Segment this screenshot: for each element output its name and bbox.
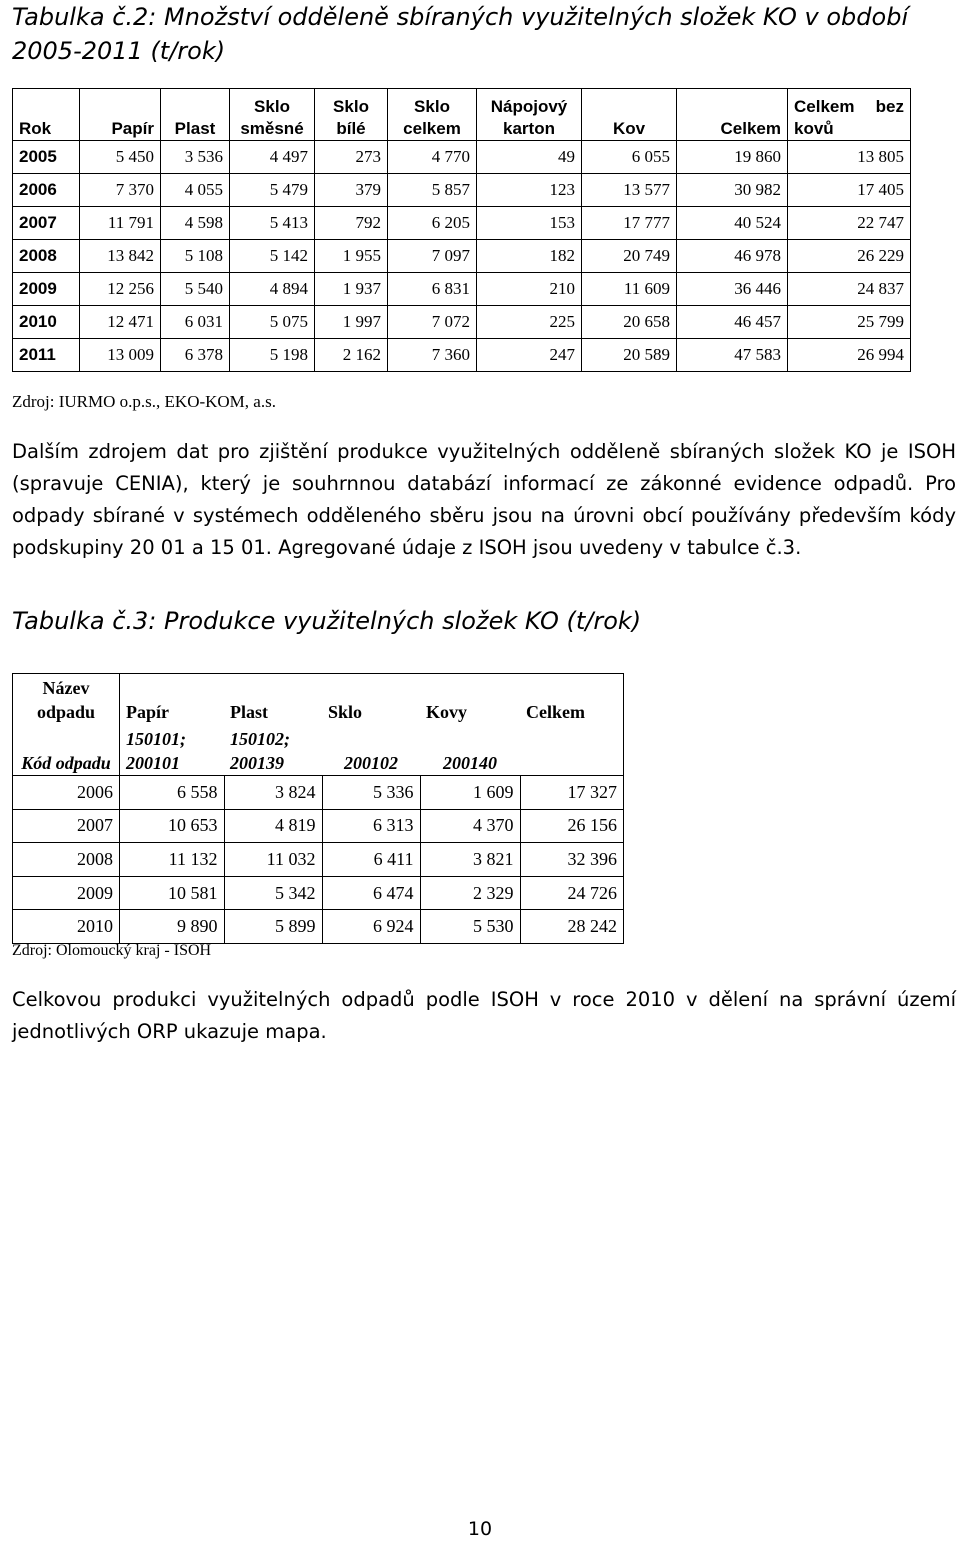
table2-header-cell: Sklo směsné	[230, 89, 315, 141]
table3-code-cell: 150101; 200101	[120, 724, 225, 776]
table3-code-cell: 150102; 200139	[224, 724, 322, 776]
table-row	[13, 843, 624, 877]
table-cell: 1 937	[315, 273, 388, 306]
table3-header-cell: Celkem	[520, 674, 624, 724]
table-cell: 1 997	[315, 306, 388, 339]
table3-source: Zdroj: Olomoucký kraj - ISOH	[12, 942, 212, 959]
table-row	[13, 306, 911, 339]
table-cell: 13 842	[80, 240, 161, 273]
table3-code-row	[13, 724, 624, 776]
table-cell: 13 009	[80, 339, 161, 372]
table-cell: 5 142	[230, 240, 315, 273]
table-cell: 6 411	[322, 843, 420, 877]
table-cell: 7 097	[388, 240, 477, 273]
table2-header-row	[13, 89, 911, 141]
table-cell: 17 327	[520, 776, 624, 810]
table-cell: 11 791	[80, 207, 161, 240]
table-cell: 6 031	[161, 306, 230, 339]
table2-header-cell: Kov	[582, 89, 677, 141]
table-row	[13, 876, 624, 910]
table-cell: 2006	[13, 776, 120, 810]
table-cell: 46 457	[677, 306, 788, 339]
table-cell: 6 474	[322, 876, 420, 910]
table-row	[13, 910, 624, 944]
table-cell: 273	[315, 141, 388, 174]
table-cell: 2 162	[315, 339, 388, 372]
table-cell: 6 205	[388, 207, 477, 240]
table-row	[13, 809, 624, 843]
table2-header-cell: Celkem	[677, 89, 788, 141]
table-cell: 7 360	[388, 339, 477, 372]
table-cell: 11 609	[582, 273, 677, 306]
table-cell: 247	[477, 339, 582, 372]
table-cell: 6 378	[161, 339, 230, 372]
table3-header-row	[13, 674, 624, 724]
table-cell: 13 805	[788, 141, 911, 174]
table-cell: 1 609	[420, 776, 520, 810]
table2-header-cell: Sklo celkem	[388, 89, 477, 141]
table-cell: 9 890	[120, 910, 225, 944]
table-cell: 4 598	[161, 207, 230, 240]
table-cell: 5 108	[161, 240, 230, 273]
page-number: 10	[467, 1518, 493, 1540]
table-cell: 792	[315, 207, 388, 240]
table-cell: 49	[477, 141, 582, 174]
table2-header-text: bez	[875, 97, 904, 116]
table-cell: 22 747	[788, 207, 911, 240]
table-cell: 2009	[13, 273, 80, 306]
table-cell: 26 994	[788, 339, 911, 372]
table-cell: 4 770	[388, 141, 477, 174]
table3-header-cell: Název odpadu	[13, 674, 120, 724]
table-cell: 379	[315, 174, 388, 207]
table-cell: 123	[477, 174, 582, 207]
table3-caption: Tabulka č.3: Produkce využitelných složek KO (t/rok)	[12, 607, 642, 635]
table-cell: 2005	[13, 141, 80, 174]
table-cell: 3 824	[224, 776, 322, 810]
table-cell: 32 396	[520, 843, 624, 877]
table2-source: Zdroj: IURMO o.p.s., EKO-KOM, a.s.	[12, 392, 276, 411]
table-cell: 5 336	[322, 776, 420, 810]
table-cell: 2011	[13, 339, 80, 372]
table-cell: 26 156	[520, 809, 624, 843]
table-cell: 2009	[13, 876, 120, 910]
table-cell: 4 497	[230, 141, 315, 174]
table-cell: 3 536	[161, 141, 230, 174]
table-cell: 6 055	[582, 141, 677, 174]
table3-code-cell: 200102	[322, 724, 420, 776]
table3-header-cell: Plast	[224, 674, 322, 724]
table-cell: 12 471	[80, 306, 161, 339]
table2-header-cell-last	[788, 89, 911, 141]
table-cell: 24 726	[520, 876, 624, 910]
table-cell: 6 924	[322, 910, 420, 944]
table-cell: 25 799	[788, 306, 911, 339]
table-cell: 2007	[13, 809, 120, 843]
table-cell: 4 819	[224, 809, 322, 843]
table-cell: 5 450	[80, 141, 161, 174]
table3	[12, 673, 624, 944]
table2-header-text: kovů	[794, 119, 834, 138]
table2-header-cell: Nápojový karton	[477, 89, 582, 141]
table3-header-cell: Sklo	[322, 674, 420, 724]
table-cell: 20 589	[582, 339, 677, 372]
table3-code-cell: 200140	[420, 724, 520, 776]
table-cell: 225	[477, 306, 582, 339]
table-cell: 7 370	[80, 174, 161, 207]
table-cell: 2 329	[420, 876, 520, 910]
table-cell: 5 342	[224, 876, 322, 910]
table2-header-cell: Rok	[13, 89, 80, 141]
table-cell: 7 072	[388, 306, 477, 339]
table-cell: 30 982	[677, 174, 788, 207]
table-row	[13, 141, 911, 174]
table-cell: 2008	[13, 843, 120, 877]
table-cell: 4 370	[420, 809, 520, 843]
table-row	[13, 339, 911, 372]
table-cell: 2010	[13, 910, 120, 944]
table-cell: 36 446	[677, 273, 788, 306]
table-cell: 5 198	[230, 339, 315, 372]
table-cell: 17 777	[582, 207, 677, 240]
table-cell: 2008	[13, 240, 80, 273]
table-cell: 1 955	[315, 240, 388, 273]
table2-header-cell: Plast	[161, 89, 230, 141]
table-cell: 46 978	[677, 240, 788, 273]
table-cell: 5 530	[420, 910, 520, 944]
table-cell: 3 821	[420, 843, 520, 877]
table-cell: 20 658	[582, 306, 677, 339]
table-cell: 5 479	[230, 174, 315, 207]
table3-code-empty	[520, 724, 624, 776]
table-cell: 6 831	[388, 273, 477, 306]
table3-header-cell: Papír	[120, 674, 225, 724]
table-cell: 2006	[13, 174, 80, 207]
table-cell: 28 242	[520, 910, 624, 944]
table2-caption: Tabulka č.2: Množství odděleně sbíraných využitelných složek KO v období 2005-2011 (t/rok)	[12, 3, 909, 65]
table-cell: 153	[477, 207, 582, 240]
table-row	[13, 776, 624, 810]
paragraph: Dalším zdrojem dat pro zjištění produkce využitelných odděleně sbíraných složek KO je ISOH (spravuje CENIA), který je souhrnnou databází informací ze zákonné evidence odpadů. Pro odpady sbírané v systémech odděleného sběru jsou na úrovni obcí používány především kódy podskupiny 20 01 a 15 01. Agregované údaje z ISOH jsou uvedeny v tabulce č.3.	[12, 440, 956, 559]
table2-header-cell: Papír	[80, 89, 161, 141]
paragraph: Celkovou produkci využitelných odpadů podle ISOH v roce 2010 v dělení na správní území jednotlivých ORP ukazuje mapa.	[12, 988, 956, 1043]
table-cell: 47 583	[677, 339, 788, 372]
table-row	[13, 207, 911, 240]
table-cell: 4 894	[230, 273, 315, 306]
table3-body	[13, 776, 624, 944]
table-cell: 5 075	[230, 306, 315, 339]
table-cell: 5 413	[230, 207, 315, 240]
table-cell: 182	[477, 240, 582, 273]
table-cell: 2010	[13, 306, 80, 339]
table-row	[13, 240, 911, 273]
table-cell: 11 132	[120, 843, 225, 877]
table2-body	[13, 141, 911, 372]
table-row	[13, 174, 911, 207]
table-cell: 5 540	[161, 273, 230, 306]
table-cell: 11 032	[224, 843, 322, 877]
table-cell: 6 313	[322, 809, 420, 843]
table3-code-label: Kód odpadu	[13, 724, 120, 776]
table3-header-cell: Kovy	[420, 674, 520, 724]
table-cell: 12 256	[80, 273, 161, 306]
table2-header-text: Celkem	[794, 97, 855, 116]
table-cell: 40 524	[677, 207, 788, 240]
table-cell: 2007	[13, 207, 80, 240]
table-cell: 19 860	[677, 141, 788, 174]
table-cell: 5 857	[388, 174, 477, 207]
table-cell: 210	[477, 273, 582, 306]
table-cell: 5 899	[224, 910, 322, 944]
table-cell: 20 749	[582, 240, 677, 273]
table2	[12, 88, 911, 372]
table-row	[13, 273, 911, 306]
table-cell: 6 558	[120, 776, 225, 810]
table2-header-cell: Sklo bílé	[315, 89, 388, 141]
table-cell: 17 405	[788, 174, 911, 207]
table-cell: 26 229	[788, 240, 911, 273]
table-cell: 13 577	[582, 174, 677, 207]
table-cell: 24 837	[788, 273, 911, 306]
table-cell: 10 581	[120, 876, 225, 910]
table-cell: 4 055	[161, 174, 230, 207]
table-cell: 10 653	[120, 809, 225, 843]
